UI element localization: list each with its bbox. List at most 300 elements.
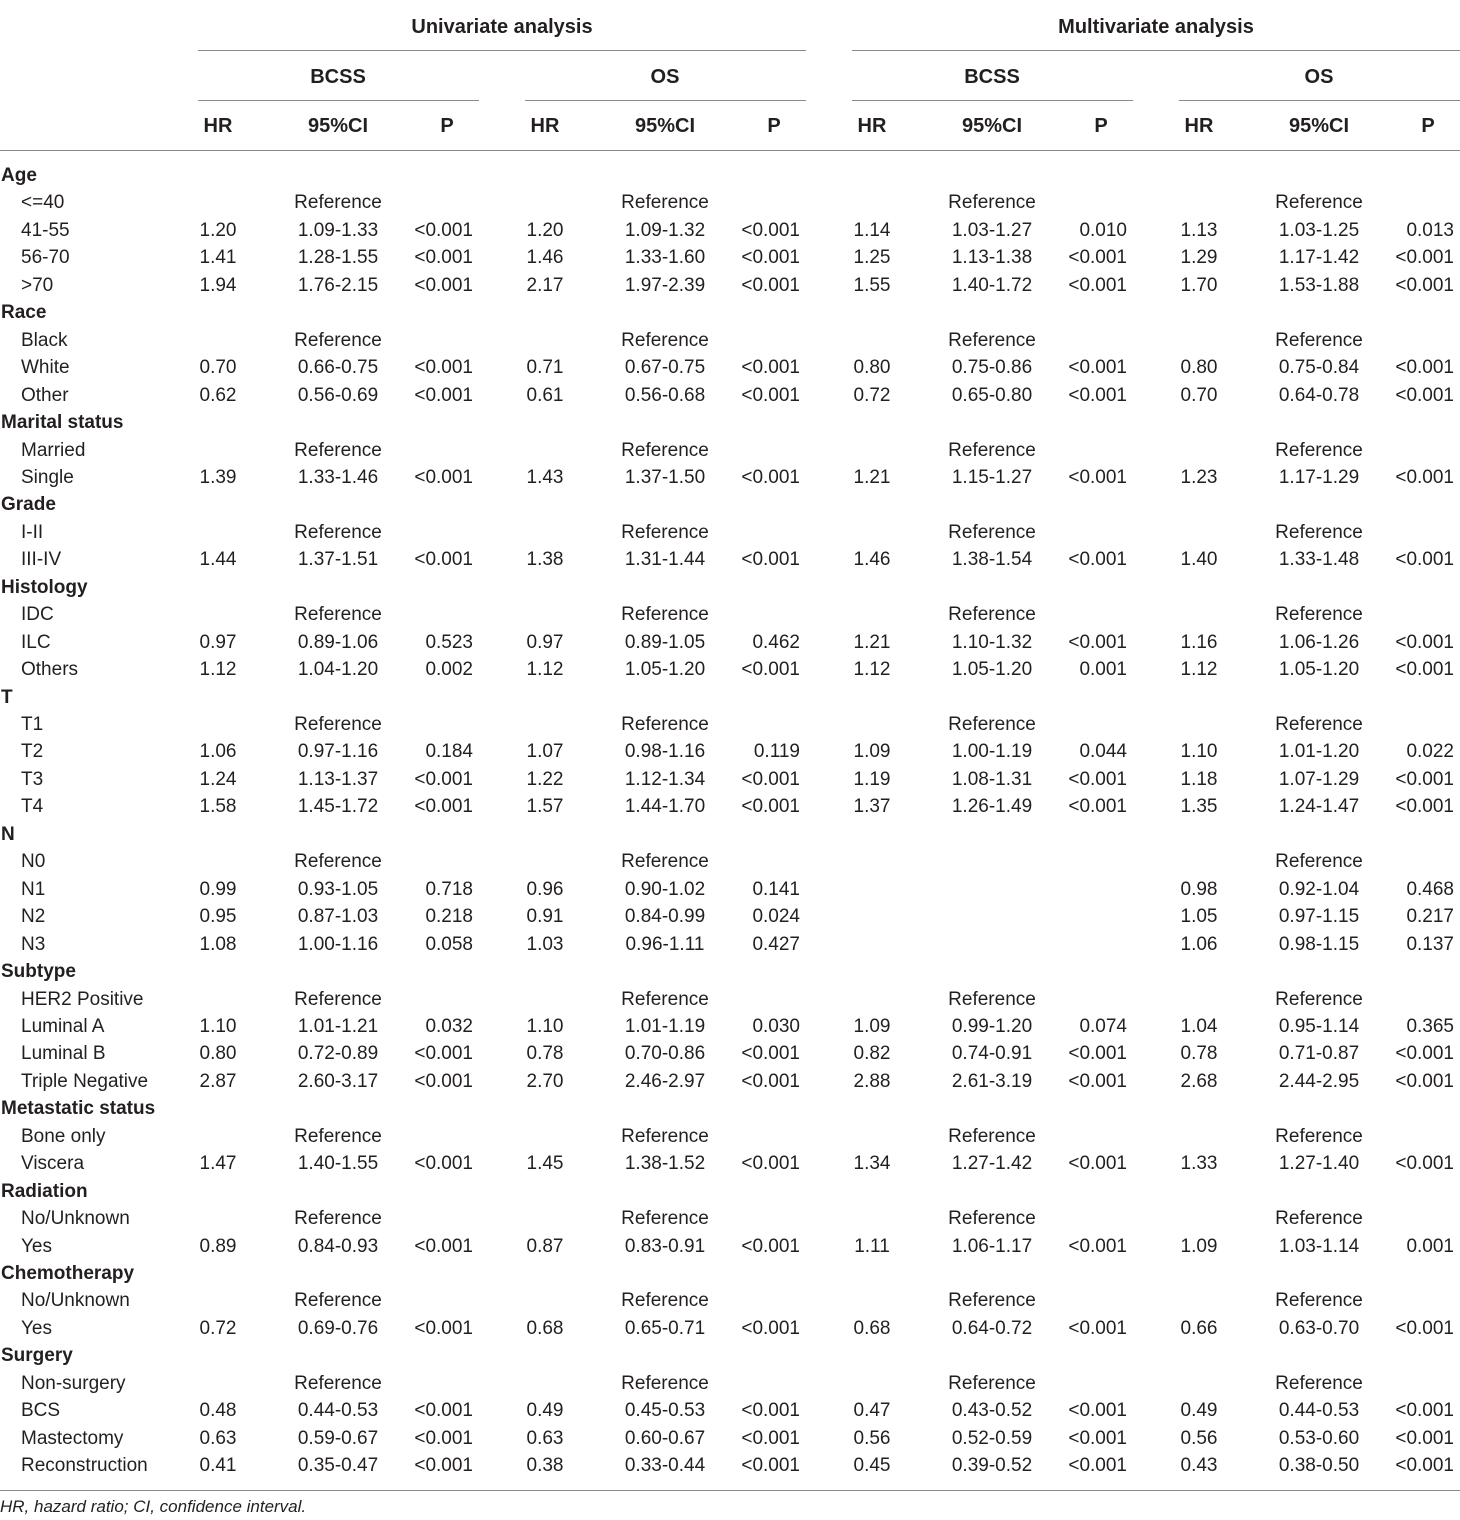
- table-row: [0, 519, 1460, 546]
- p-cell: <0.001: [1068, 1153, 1127, 1175]
- table-row: [0, 656, 1460, 683]
- p-cell: 0.030: [752, 1015, 800, 1037]
- hr-cell: 0.72: [853, 384, 891, 406]
- hr-cell: 1.46: [853, 549, 891, 571]
- reference-cell: Reference: [948, 1290, 1036, 1312]
- hr-cell: 0.97: [199, 631, 237, 653]
- category-label: N: [1, 823, 15, 845]
- p-cell: <0.001: [1068, 1427, 1127, 1449]
- ci-cell: 0.56-0.68: [624, 384, 706, 406]
- p-cell: <0.001: [741, 274, 800, 296]
- col-header-hr-multi-os: HR: [1184, 115, 1214, 137]
- ci-cell: 1.09-1.32: [624, 219, 706, 241]
- p-cell: <0.001: [414, 1455, 473, 1477]
- ci-cell: 0.45-0.53: [624, 1400, 706, 1422]
- row-label: Yes: [21, 1235, 52, 1257]
- ci-cell: 1.45-1.72: [297, 796, 379, 818]
- reference-cell: Reference: [621, 521, 709, 543]
- category-label: Radiation: [1, 1180, 88, 1202]
- p-cell: 0.468: [1406, 878, 1454, 900]
- hr-cell: 1.12: [1180, 659, 1218, 681]
- hr-cell: 0.82: [853, 1043, 891, 1065]
- row-label: BCS: [21, 1400, 61, 1422]
- hr-cell: 1.19: [853, 768, 891, 790]
- p-cell: <0.001: [414, 219, 473, 241]
- hr-cell: 1.23: [1180, 466, 1218, 488]
- table-row: [0, 1040, 1460, 1067]
- ci-cell: 0.74-0.91: [951, 1043, 1033, 1065]
- ci-cell: 1.07-1.29: [1278, 768, 1360, 790]
- hr-cell: 1.24: [199, 768, 237, 790]
- ci-cell: 1.27-1.42: [951, 1153, 1033, 1175]
- p-cell: <0.001: [414, 1235, 473, 1257]
- p-cell: <0.001: [741, 1043, 800, 1065]
- row-label: Others: [21, 659, 79, 681]
- p-cell: 0.365: [1406, 1015, 1454, 1037]
- hr-cell: 1.10: [1180, 741, 1218, 763]
- hr-cell: 1.39: [199, 466, 237, 488]
- p-cell: <0.001: [414, 549, 473, 571]
- category-label: Race: [1, 302, 47, 324]
- row-label: N2: [21, 906, 46, 928]
- ci-cell: 1.01-1.21: [297, 1015, 379, 1037]
- p-cell: <0.001: [414, 247, 473, 269]
- category-row: [0, 958, 1460, 985]
- category-row: [0, 574, 1460, 601]
- hr-cell: 0.41: [199, 1455, 237, 1477]
- hr-cell: 1.22: [526, 768, 564, 790]
- hr-cell: 0.91: [526, 906, 564, 928]
- reference-cell: Reference: [1275, 1125, 1363, 1147]
- group-rule: [525, 100, 806, 101]
- ci-cell: 0.84-0.93: [297, 1235, 379, 1257]
- p-cell: 0.718: [425, 878, 473, 900]
- reference-cell: Reference: [294, 1208, 382, 1230]
- p-cell: <0.001: [414, 1070, 473, 1092]
- reference-cell: Reference: [1275, 714, 1363, 735]
- reference-cell: Reference: [948, 521, 1036, 543]
- p-cell: <0.001: [741, 247, 800, 269]
- table-row: [0, 629, 1460, 656]
- hr-cell: 1.06: [199, 741, 237, 763]
- p-cell: <0.001: [1395, 659, 1454, 681]
- hr-cell: 0.78: [1180, 1043, 1218, 1065]
- ci-cell: 0.52-0.59: [951, 1427, 1033, 1449]
- ci-cell: 1.00-1.16: [297, 933, 379, 955]
- hr-cell: 1.58: [199, 796, 237, 818]
- hr-cell: 0.87: [526, 1235, 564, 1257]
- row-label: N1: [21, 878, 46, 900]
- ci-cell: 1.03-1.14: [1278, 1235, 1360, 1257]
- hr-cell: 1.09: [853, 741, 891, 763]
- ci-cell: 1.05-1.20: [624, 659, 706, 681]
- p-cell: <0.001: [414, 274, 473, 296]
- hr-cell: 0.80: [853, 357, 891, 379]
- reference-cell: Reference: [1275, 1290, 1363, 1312]
- p-cell: <0.001: [1395, 274, 1454, 296]
- reference-cell: Reference: [294, 1290, 382, 1312]
- hr-cell: 1.46: [526, 247, 564, 269]
- table-row: [0, 272, 1460, 299]
- ci-cell: 0.39-0.52: [951, 1455, 1033, 1477]
- row-label: No/Unknown: [21, 1290, 130, 1312]
- category-row: [0, 1260, 1460, 1287]
- ci-cell: 0.71-0.87: [1278, 1043, 1360, 1065]
- p-cell: <0.001: [1068, 631, 1127, 653]
- table-row: [0, 1150, 1460, 1177]
- hr-cell: 1.10: [526, 1015, 564, 1037]
- ci-cell: 0.69-0.76: [297, 1317, 379, 1339]
- p-cell: <0.001: [1395, 1427, 1454, 1449]
- hr-cell: 1.37: [853, 796, 891, 818]
- p-cell: <0.001: [1068, 274, 1127, 296]
- p-cell: 0.462: [752, 631, 800, 653]
- reference-cell: Reference: [294, 604, 382, 626]
- row-label: I-II: [21, 521, 44, 543]
- category-label: Marital status: [1, 412, 124, 434]
- p-cell: <0.001: [1395, 1317, 1454, 1339]
- reference-cell: Reference: [1275, 1208, 1363, 1230]
- category-label: Histology: [1, 576, 88, 598]
- table-row: [0, 546, 1460, 573]
- p-cell: <0.001: [741, 1455, 800, 1477]
- ci-cell: 1.13-1.38: [951, 247, 1033, 269]
- category-row: [0, 162, 1460, 189]
- ci-cell: 0.67-0.75: [624, 357, 706, 379]
- row-label: N0: [21, 851, 46, 873]
- ci-cell: 0.97-1.16: [297, 741, 379, 763]
- p-cell: 0.010: [1079, 219, 1127, 241]
- reference-cell: Reference: [294, 439, 382, 461]
- ci-cell: 1.31-1.44: [624, 549, 706, 571]
- reference-cell: Reference: [621, 714, 709, 735]
- hr-cell: 2.68: [1180, 1070, 1218, 1092]
- table-row: [0, 1315, 1460, 1342]
- table-row: [0, 217, 1460, 244]
- group-header-multi-os: OS: [1304, 66, 1334, 88]
- p-cell: <0.001: [1395, 384, 1454, 406]
- p-cell: 0.523: [425, 631, 473, 653]
- ci-cell: 0.99-1.20: [951, 1015, 1033, 1037]
- group-header-uni-bcss: BCSS: [310, 66, 366, 88]
- hr-cell: 0.38: [526, 1455, 564, 1477]
- ci-cell: 1.28-1.55: [297, 247, 379, 269]
- category-label: Age: [1, 165, 37, 186]
- reference-cell: Reference: [1275, 329, 1363, 351]
- ci-cell: 1.17-1.29: [1278, 466, 1360, 488]
- hr-cell: 0.47: [853, 1400, 891, 1422]
- hr-cell: 1.35: [1180, 796, 1218, 818]
- hr-cell: 1.21: [853, 631, 891, 653]
- p-cell: <0.001: [414, 357, 473, 379]
- hr-cell: 1.07: [526, 741, 564, 763]
- hr-cell: 2.70: [526, 1070, 564, 1092]
- reference-cell: Reference: [1275, 851, 1363, 873]
- reference-cell: Reference: [294, 714, 382, 735]
- hr-cell: 0.99: [199, 878, 237, 900]
- row-label: N3: [21, 933, 46, 955]
- row-label: Triple Negative: [21, 1070, 149, 1092]
- ci-cell: 0.72-0.89: [297, 1043, 379, 1065]
- hr-cell: 1.03: [526, 933, 564, 955]
- p-cell: 0.119: [753, 741, 800, 763]
- ci-cell: 0.59-0.67: [297, 1427, 379, 1449]
- p-cell: <0.001: [414, 1043, 473, 1065]
- table-row: [0, 1287, 1460, 1314]
- p-cell: 0.058: [425, 933, 473, 955]
- hr-cell: 2.17: [526, 274, 564, 296]
- p-cell: 0.141: [752, 878, 800, 900]
- ci-cell: 1.08-1.31: [951, 768, 1033, 790]
- hr-cell: 1.45: [526, 1153, 564, 1175]
- ci-cell: 1.00-1.19: [951, 741, 1033, 763]
- col-header-ci-uni-os: 95%CI: [634, 115, 696, 137]
- p-cell: <0.001: [741, 1070, 800, 1092]
- reference-cell: Reference: [621, 329, 709, 351]
- p-cell: 0.001: [1079, 659, 1127, 681]
- hr-cell: 0.80: [1180, 357, 1218, 379]
- col-header-p-multi-bcss: P: [1094, 115, 1108, 137]
- p-cell: <0.001: [1068, 796, 1127, 818]
- ci-cell: 1.17-1.42: [1278, 247, 1360, 269]
- p-cell: <0.001: [741, 1427, 800, 1449]
- p-cell: <0.001: [1395, 247, 1454, 269]
- ci-cell: 1.05-1.20: [951, 659, 1033, 681]
- hr-cell: 1.16: [1180, 631, 1218, 653]
- reference-cell: Reference: [621, 439, 709, 461]
- ci-cell: 2.46-2.97: [624, 1070, 706, 1092]
- univariate-rule: [198, 50, 806, 51]
- multivariate-header: Multivariate analysis: [1058, 16, 1254, 38]
- p-cell: 0.184: [425, 741, 473, 763]
- hr-cell: 1.08: [199, 933, 237, 955]
- hr-cell: 1.20: [199, 219, 237, 241]
- hr-cell: 1.34: [853, 1153, 891, 1175]
- reference-cell: Reference: [294, 192, 382, 214]
- row-label: Other: [21, 384, 69, 406]
- table-row: [0, 876, 1460, 903]
- category-row: [0, 409, 1460, 436]
- p-cell: <0.001: [741, 549, 800, 571]
- ci-cell: 0.75-0.84: [1278, 357, 1360, 379]
- table-row: [0, 738, 1460, 765]
- ci-cell: 1.05-1.20: [1278, 659, 1360, 681]
- p-cell: 0.001: [1406, 1235, 1454, 1257]
- p-cell: <0.001: [1395, 357, 1454, 379]
- p-cell: <0.001: [1395, 1400, 1454, 1422]
- p-cell: 0.044: [1079, 741, 1127, 763]
- table-row: [0, 244, 1460, 271]
- ci-cell: 0.64-0.78: [1278, 384, 1360, 406]
- hr-cell: 2.87: [199, 1070, 237, 1092]
- reference-cell: Reference: [621, 1125, 709, 1147]
- ci-cell: 0.38-0.50: [1278, 1455, 1360, 1477]
- hr-cell: 0.96: [526, 878, 564, 900]
- table-row: [0, 1425, 1460, 1452]
- p-cell: 0.032: [425, 1015, 473, 1037]
- p-cell: <0.001: [414, 796, 473, 818]
- p-cell: <0.001: [1395, 1070, 1454, 1092]
- table-row: [0, 711, 1460, 738]
- table-row: [0, 327, 1460, 354]
- hr-cell: 2.88: [853, 1070, 891, 1092]
- row-label: No/Unknown: [21, 1208, 130, 1230]
- category-row: [0, 1095, 1460, 1122]
- p-cell: <0.001: [414, 384, 473, 406]
- category-label: T: [1, 686, 13, 708]
- hr-cell: 0.66: [1180, 1317, 1218, 1339]
- row-label: Black: [21, 329, 68, 351]
- p-cell: <0.001: [1068, 1455, 1127, 1477]
- row-label: 41-55: [21, 219, 70, 241]
- row-label: Luminal A: [21, 1015, 105, 1037]
- ci-cell: 0.93-1.05: [297, 878, 379, 900]
- hr-cell: 0.49: [526, 1400, 564, 1422]
- hr-cell: 0.70: [1180, 384, 1218, 406]
- table-row: [0, 1233, 1460, 1260]
- p-cell: 0.217: [1406, 906, 1454, 928]
- p-cell: <0.001: [1068, 466, 1127, 488]
- group-rule: [852, 100, 1133, 101]
- hr-cell: 0.98: [1180, 878, 1218, 900]
- row-label: ILC: [21, 631, 51, 653]
- ci-cell: 0.96-1.11: [625, 933, 705, 955]
- row-label: White: [21, 357, 70, 379]
- reference-cell: Reference: [294, 1125, 382, 1147]
- p-cell: <0.001: [1068, 768, 1127, 790]
- p-cell: <0.001: [1068, 384, 1127, 406]
- ci-cell: 1.15-1.27: [951, 466, 1033, 488]
- hr-cell: 1.09: [853, 1015, 891, 1037]
- table-row: [0, 601, 1460, 628]
- category-row: [0, 684, 1460, 711]
- hr-cell: 0.78: [526, 1043, 564, 1065]
- row-label: T3: [21, 768, 44, 790]
- table-row: [0, 986, 1460, 1013]
- table-row: [0, 1013, 1460, 1040]
- table-row: [0, 1123, 1460, 1150]
- category-label: Metastatic status: [1, 1098, 156, 1120]
- ci-cell: 0.65-0.71: [624, 1317, 706, 1339]
- table-row: [0, 1397, 1460, 1424]
- ci-cell: 0.98-1.15: [1278, 933, 1360, 955]
- ci-cell: 1.38-1.54: [951, 549, 1033, 571]
- p-cell: <0.001: [1068, 357, 1127, 379]
- reference-cell: Reference: [948, 329, 1036, 351]
- p-cell: <0.001: [1068, 1043, 1127, 1065]
- reference-cell: Reference: [1275, 1372, 1363, 1394]
- p-cell: <0.001: [1068, 1235, 1127, 1257]
- p-cell: <0.001: [741, 384, 800, 406]
- univariate-header: Univariate analysis: [411, 16, 593, 38]
- ci-cell: 0.64-0.72: [951, 1317, 1033, 1339]
- ci-cell: 0.35-0.47: [297, 1455, 379, 1477]
- p-cell: 0.218: [425, 906, 473, 928]
- hr-cell: 0.49: [1180, 1400, 1218, 1422]
- p-cell: <0.001: [414, 1317, 473, 1339]
- hr-cell: 1.33: [1180, 1153, 1218, 1175]
- category-label: Subtype: [1, 961, 76, 983]
- category-row: [0, 491, 1460, 518]
- ci-cell: 0.63-0.70: [1278, 1317, 1360, 1339]
- hr-cell: 0.62: [199, 384, 237, 406]
- hr-cell: 1.43: [526, 466, 564, 488]
- p-cell: <0.001: [1068, 1317, 1127, 1339]
- row-label: <=40: [21, 192, 65, 214]
- reference-cell: Reference: [294, 329, 382, 351]
- row-label: Luminal B: [21, 1043, 106, 1065]
- ci-cell: 1.04-1.20: [297, 659, 379, 681]
- p-cell: <0.001: [741, 1153, 800, 1175]
- ci-cell: 0.87-1.03: [297, 906, 379, 928]
- ci-cell: 0.75-0.86: [951, 357, 1033, 379]
- p-cell: <0.001: [414, 768, 473, 790]
- ci-cell: 1.33-1.48: [1278, 549, 1360, 571]
- ci-cell: 1.01-1.19: [624, 1015, 706, 1037]
- category-row: [0, 1342, 1460, 1369]
- p-cell: <0.001: [741, 357, 800, 379]
- row-label: IDC: [21, 604, 54, 626]
- reference-cell: Reference: [621, 604, 709, 626]
- category-row: [0, 1178, 1460, 1205]
- p-cell: <0.001: [741, 219, 800, 241]
- reference-cell: Reference: [948, 1208, 1036, 1230]
- ci-cell: 1.10-1.32: [951, 631, 1033, 653]
- ci-cell: 1.27-1.40: [1278, 1153, 1360, 1175]
- hr-cell: 1.47: [199, 1153, 237, 1175]
- p-cell: 0.002: [425, 659, 473, 681]
- group-header-multi-bcss: BCSS: [964, 66, 1020, 88]
- row-label: III-IV: [21, 549, 62, 571]
- p-cell: <0.001: [1068, 1400, 1127, 1422]
- table-row: [0, 793, 1460, 820]
- hr-cell: 0.61: [526, 384, 564, 406]
- ci-cell: 1.06-1.26: [1278, 631, 1360, 653]
- p-cell: <0.001: [1068, 549, 1127, 571]
- table-row: [0, 1370, 1460, 1397]
- table-row: [0, 903, 1460, 930]
- p-cell: <0.001: [1395, 796, 1454, 818]
- reference-cell: Reference: [621, 1208, 709, 1230]
- p-cell: 0.013: [1406, 219, 1454, 241]
- row-label: Yes: [21, 1317, 52, 1339]
- hr-cell: 1.38: [526, 549, 564, 571]
- hr-cell: 0.48: [199, 1400, 237, 1422]
- col-header-p-uni-os: P: [767, 115, 781, 137]
- reference-cell: Reference: [621, 192, 709, 214]
- hr-cell: 0.95: [199, 906, 237, 928]
- hr-cell: 0.68: [526, 1317, 564, 1339]
- reference-cell: Reference: [948, 1372, 1036, 1394]
- hr-cell: 1.13: [1180, 219, 1218, 241]
- ci-cell: 0.33-0.44: [624, 1455, 706, 1477]
- hr-cell: 0.56: [853, 1427, 891, 1449]
- row-label: 56-70: [21, 247, 70, 269]
- p-cell: <0.001: [1395, 768, 1454, 790]
- reference-cell: Reference: [948, 988, 1036, 1010]
- group-rule: [198, 100, 479, 101]
- ci-cell: 1.37-1.50: [624, 466, 706, 488]
- hr-cell: 0.63: [526, 1427, 564, 1449]
- hr-cell: 1.44: [199, 549, 237, 571]
- ci-cell: 0.56-0.69: [297, 384, 379, 406]
- p-cell: <0.001: [414, 1427, 473, 1449]
- hr-cell: 1.40: [1180, 549, 1218, 571]
- reference-cell: Reference: [294, 988, 382, 1010]
- p-cell: <0.001: [741, 1400, 800, 1422]
- hr-cell: 1.12: [526, 659, 564, 681]
- ci-cell: 0.98-1.16: [624, 741, 706, 763]
